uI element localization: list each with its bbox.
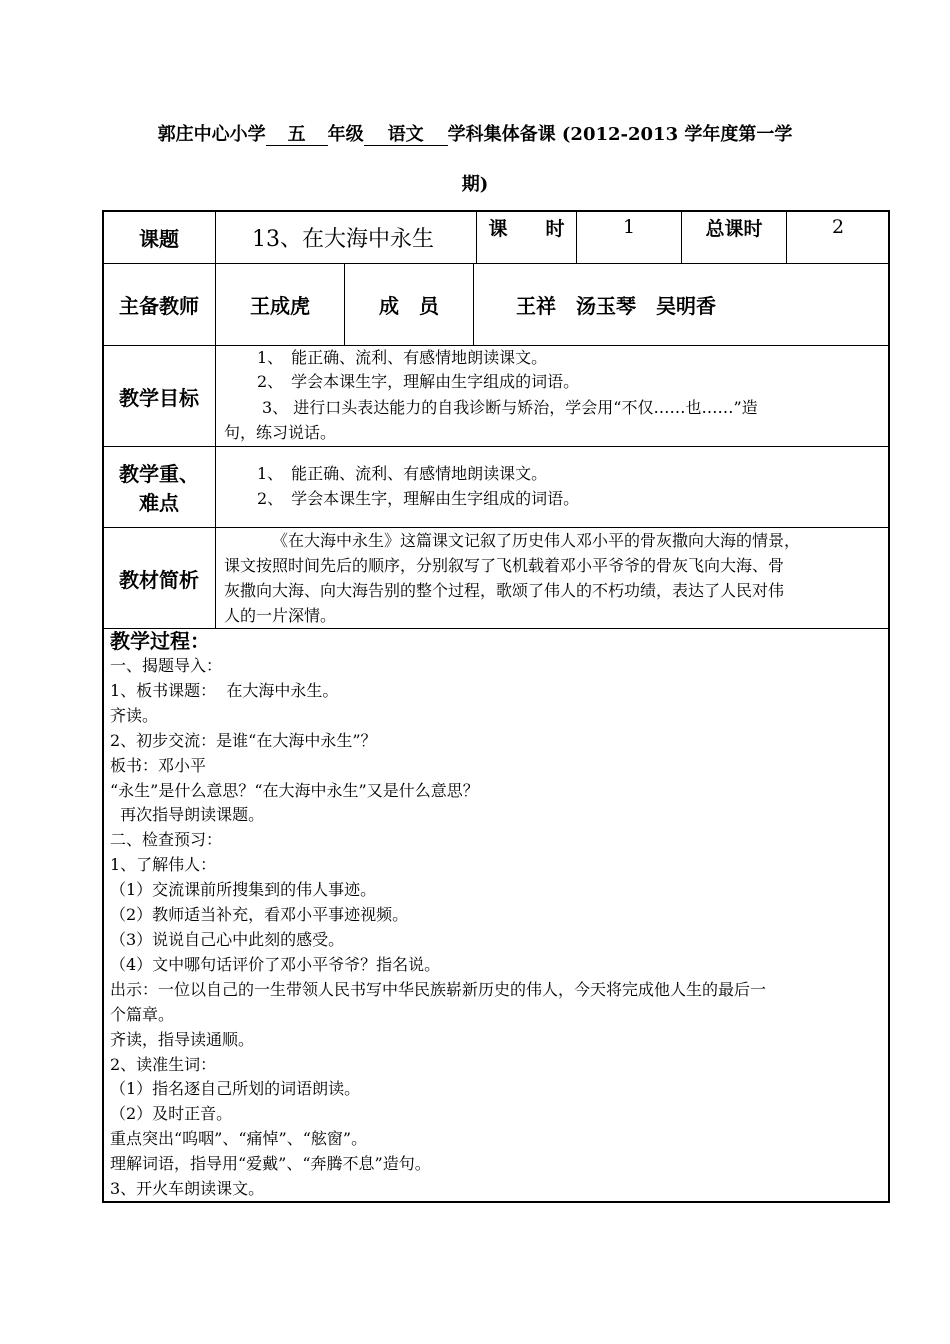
school-name: 郭庄中心小学 (157, 124, 266, 145)
keypoints-label-line2: 难点 (139, 491, 179, 515)
teacher-label: 主备教师 (119, 294, 199, 318)
hours-value: 1 (622, 216, 636, 238)
goals-label: 教学目标 (119, 385, 199, 410)
process-line: 出示：一位以自己的一生带领人民书写中华民族崭新历史的伟人，今天将完成他人生的最后一 (110, 979, 767, 999)
members-label: 成 员 (379, 294, 439, 318)
process-line: 个篇章。 (110, 1004, 175, 1024)
process-line: 2、初步交流：是谁“在大海中永生”？ (110, 730, 377, 750)
material-line: 课文按照时间先后的顺序，分别叙写了飞机载着邓小平爷爷的骨灰飞向大海、骨 (224, 556, 785, 575)
process-line: 板书：邓小平 (110, 755, 207, 775)
keypoints-label-line1: 教学重、 (119, 462, 199, 486)
grade-suffix: 年级 (327, 124, 364, 145)
process-line: 1、了解伟人： (110, 855, 217, 875)
process-line: 理解词语，指导用“爱戴”、“奔腾不息”造句。 (110, 1154, 431, 1174)
goal-item-continued: 句，练习说话。 (224, 423, 337, 442)
keypoint-item: 1、 能正确、流利、有感情地朗读课文。 (257, 464, 548, 483)
process-line: 重点突出“呜咽”、“痛悼”、“舷窗”。 (110, 1129, 368, 1149)
document-title (0, 120, 950, 146)
process-line: 二、检查预习： (110, 830, 223, 850)
total-hours-value: 2 (831, 216, 845, 238)
material-label: 教材简析 (119, 567, 199, 592)
teacher-value: 王成虎 (250, 294, 310, 318)
process-line: （1）交流课前所搜集到的伟人事迹。 (110, 880, 377, 900)
process-line: 齐读，指导读通顺。 (110, 1029, 255, 1049)
process-line: （2）教师适当补充，看邓小平事迹视频。 (110, 905, 409, 925)
material-line: 灰撒向大海、向大海告别的整个过程，歌颂了伟人的不朽功绩，表达了人民对伟 (224, 581, 785, 600)
process-line: 一、揭题导入： (110, 656, 223, 675)
process-line: （2）及时正音。 (110, 1104, 233, 1124)
teaching-process (110, 628, 888, 1202)
goal-item: 2、 学会本课生字，理解由生字组成的词语。 (257, 372, 580, 391)
process-line: 3、开火车朗读课文。 (110, 1179, 265, 1199)
members-value: 王祥 汤玉琴 吴明香 (516, 294, 716, 318)
title-suffix: 学科集体备课 (447, 124, 556, 145)
topic-label: 课题 (139, 227, 179, 251)
process-line: （3）说说自己心中此刻的感受。 (110, 929, 345, 949)
grade-field: 五 (266, 126, 328, 146)
process-line: 再次指导朗读课题。 (110, 805, 265, 825)
subject-field: 语文 (364, 126, 448, 146)
process-line: “永生”是什么意思？“在大海中永生”又是什么意思？ (110, 780, 479, 800)
total-hours-label: 总课时 (705, 217, 763, 240)
material-line: 《在大海中永生》这篇课文记叙了历史伟人邓小平的骨灰撒向大海的情景， (272, 531, 801, 550)
topic-value: 13、在大海中永生 (252, 227, 434, 252)
process-heading: 教学过程： (110, 629, 210, 653)
goal-item: 3、 进行口头表达能力的自我诊断与矫治，学会用“不仅……也……”造 (262, 398, 758, 417)
hours-label: 课 时 (488, 217, 565, 240)
process-line: 1、板书课题： 在大海中永生。 (110, 680, 339, 700)
document-title-continued: 期) (461, 174, 489, 195)
goal-item: 1、 能正确、流利、有感情地朗读课文。 (257, 348, 548, 367)
term-text: (2012-2013 学年度第一学 (561, 124, 793, 145)
process-line: 齐读。 (110, 705, 159, 725)
material-line: 人的一片深情。 (224, 606, 337, 625)
process-line: （4）文中哪句话评价了邓小平爷爷？指名说。 (110, 954, 441, 974)
process-line: 2、读准生词： (110, 1054, 217, 1074)
keypoint-item: 2、 学会本课生字，理解由生字组成的词语。 (257, 489, 580, 508)
keypoints-label (103, 447, 215, 527)
process-line: （1）指名逐自己所划的词语朗读。 (110, 1079, 361, 1099)
